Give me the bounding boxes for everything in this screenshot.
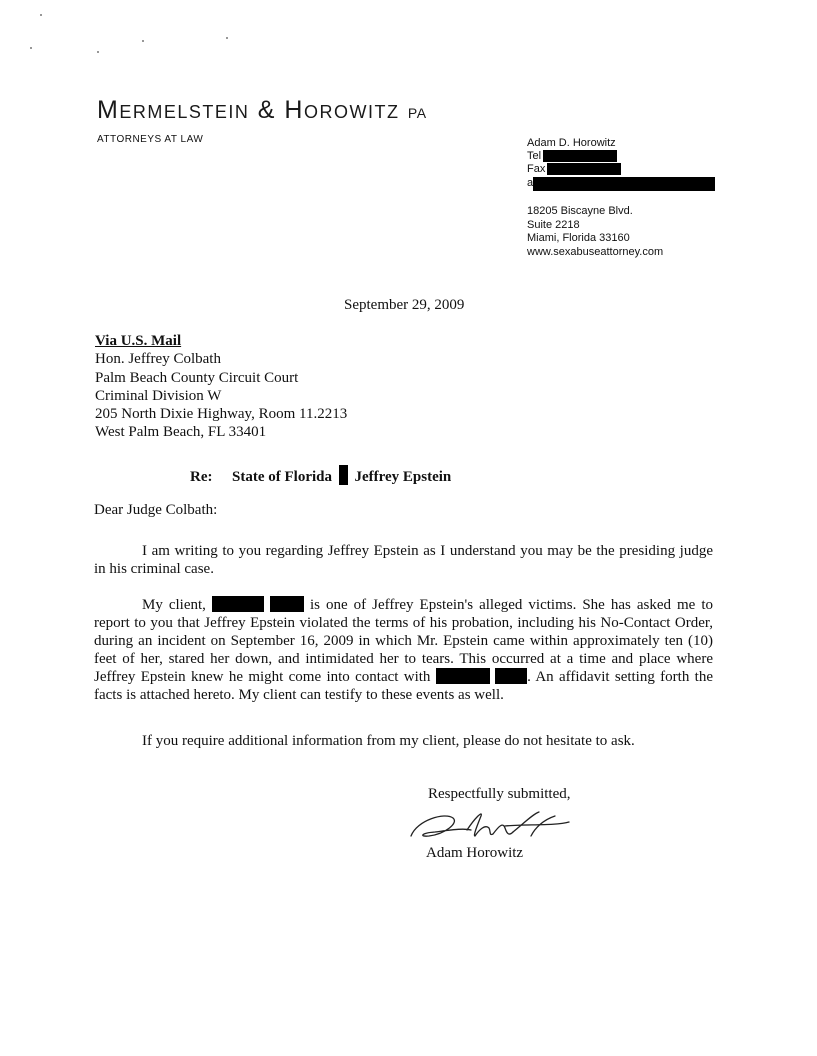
tel-line [527,150,715,163]
attorney-name: Adam D. Horowitz [527,137,616,149]
paragraph-2-middle: is one of Jeffrey Epstein's alleged victims. She has asked me to report to you that Jeffrey Epstein violated the terms of his probation, including his No-Contact Order, during an incident on September 16, 2009 in which Mr. Epstein came within approximately ten (10) feet of her, stared her down, and intimidated her to tears. This occurred at a time and place where Jeffrey Epstein knew he might come into contact with [94,597,714,685]
scan-speck [97,51,99,53]
paragraph-2-end: . An affidavit setting forth the facts is attached hereto. My client can testify to these events as well. [94,669,713,703]
scan-speck [226,37,228,39]
firm-name [97,96,427,125]
firm-subtitle: ATTORNEYS AT LAW [97,134,204,145]
office-address [527,205,663,259]
recipient-line-4: 205 North Dixie Highway, Room 11.2213 [95,406,348,423]
email-initial: a [527,176,534,189]
recipient-line-2: Palm Beach County Circuit Court [95,369,299,386]
scan-speck [30,47,32,49]
contact-block [527,137,715,190]
recipient-line-3: Criminal Division W [95,387,222,404]
re-label: Re: [190,469,213,485]
letter-date: September 29, 2009 [344,297,465,313]
website-link[interactable]: www.sexabuseattorney.com [527,245,664,258]
re-line [190,465,451,486]
firm-name-text: Mermelstein & Horowitz [97,96,400,124]
signer-name: Adam Horowitz [426,845,524,861]
redaction-email [533,177,715,191]
recipient-line-1: Hon. Jeffrey Colbath [95,351,221,368]
redaction-client-last [270,596,304,612]
fax-label: Fax [527,163,546,176]
paragraph-3: If you require additional information from my client, please do not hesitate to ask. [142,733,635,749]
re-case-part-1: State of Florida [232,469,332,485]
tel-label: Tel [527,150,542,163]
handwritten-signature [405,806,575,850]
redaction-contact-first [436,668,490,684]
redaction-fax [547,163,621,175]
email-line [527,177,715,190]
paragraph-2-start: My client, [142,597,206,613]
address-line-2: Suite 2218 [527,218,580,231]
paragraph-2 [94,596,713,704]
address-line-3: Miami, Florida 33160 [527,232,630,244]
delivery-method: Via U.S. Mail [95,333,182,349]
firm-suffix: PA [407,105,427,121]
recipient-line-5: West Palm Beach, FL 33401 [95,424,267,441]
scan-speck [142,40,144,42]
redaction-contact-last [495,668,527,684]
closing: Respectfully submitted, [428,786,571,802]
salutation: Dear Judge Colbath: [94,502,218,518]
fax-line [527,163,715,176]
redaction-re [339,465,348,485]
address-line-1: 18205 Biscayne Blvd. [527,205,633,217]
redaction-client-first [212,596,264,612]
paragraph-1: I am writing to you regarding Jeffrey Epstein as I understand you may be the presiding judge in his criminal case. [94,543,713,577]
scan-speck [40,14,42,16]
re-case-part-2: Jeffrey Epstein [354,469,452,485]
recipient-block [95,332,347,442]
redaction-tel [543,150,617,162]
